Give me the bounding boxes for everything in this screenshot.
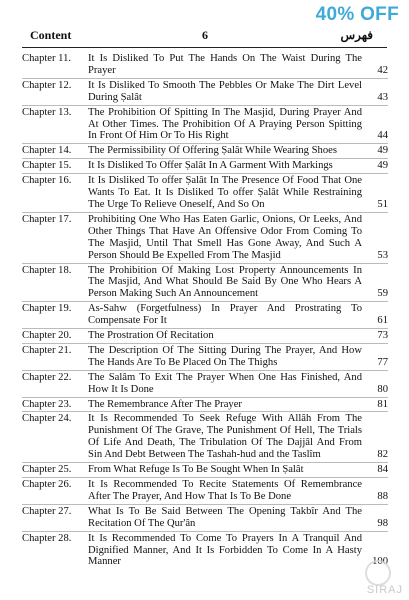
chapter-label: Chapter 20.	[22, 330, 72, 342]
chapter-label: Chapter 16.	[22, 175, 72, 187]
chapter-title: As-Sahw (Forgetfulness) In Prayer And Prostrating To Compensate For It	[88, 303, 362, 327]
toc-entry	[22, 328, 388, 343]
header-arabic-label: فهرس	[340, 28, 373, 42]
chapter-label: Chapter 24.	[22, 413, 72, 425]
chapter-label: Chapter 27.	[22, 505, 72, 517]
chapter-page: 61	[377, 315, 388, 327]
chapter-title: It Is Recommended To Come To Prayers In A Tranquil And Dignified Manner, And It Is Forbidden To Come In A Hasty Manner	[88, 532, 362, 568]
chapter-page: 42	[377, 64, 388, 76]
header-rule	[22, 47, 387, 48]
toc-entry	[22, 301, 388, 328]
chapter-title: It Is Recommended To Seek Refuge With Allâh From The Punishment Of The Grave, The Punishment Of Hell, The Trials Of Life And Death, The Tribulation Of The Dajjâl And From Sin And Debt Between The Tashah-hud and the Taslîm	[88, 413, 362, 461]
toc-entry	[22, 370, 388, 397]
chapter-label: Chapter 26.	[22, 479, 72, 490]
chapter-page: 77	[377, 356, 388, 368]
watermark-logo-icon	[365, 560, 391, 586]
chapter-page: 80	[377, 383, 388, 395]
chapter-page: 59	[377, 288, 388, 300]
chapter-title: It Is Disliked To offer Ṣalât In The Presence Of Food That One Wants To Eat. It Is Disliked To offer Ṣalât While Restraining The Urge To Relieve Oneself, And So On	[88, 175, 362, 210]
chapter-page: 81	[377, 398, 388, 410]
chapter-page: 98	[377, 517, 388, 529]
chapter-label: Chapter 25.	[22, 464, 72, 476]
chapter-title: Prohibiting One Who Has Eaten Garlic, Onions, Or Leeks, And Other Things That Have An Offensive Odor From Coming To The Masjid, Until That Smell Has Gone Away, And Such A Person Should Be Expelled From The Masjid	[88, 213, 362, 261]
chapter-label: Chapter 17.	[22, 213, 72, 225]
chapter-page: 49	[377, 145, 388, 157]
header-content-label: Content	[30, 28, 72, 42]
chapter-title: It Is Disliked To Offer Ṣalât In A Garment With Markings	[88, 160, 333, 172]
chapter-page: 100	[372, 556, 388, 568]
toc-entry	[22, 531, 388, 570]
chapter-title: The Permissibility Of Offering Ṣalât While Wearing Shoes	[88, 145, 337, 157]
page-header	[22, 28, 387, 44]
chapter-title: It Is Recommended To Recite Statements Of Remembrance After The Prayer, And How That Is To Be Done	[88, 479, 362, 502]
toc-entry	[22, 397, 388, 412]
chapter-page: 44	[377, 130, 388, 142]
page-number: 6	[202, 28, 208, 42]
chapter-label: Chapter 23.	[22, 398, 72, 410]
chapter-label: Chapter 15.	[22, 160, 72, 172]
chapter-page: 73	[377, 330, 388, 342]
chapter-label: Chapter 28.	[22, 532, 72, 544]
toc-entry	[22, 477, 388, 504]
toc-entry	[22, 143, 388, 158]
toc-entry	[22, 212, 388, 263]
chapter-page: 49	[377, 160, 388, 172]
chapter-page: 51	[377, 198, 388, 210]
toc-entry	[22, 52, 388, 78]
chapter-page: 53	[377, 249, 388, 261]
chapter-label: Chapter 11.	[22, 53, 72, 64]
toc-entry	[22, 462, 388, 477]
chapter-title: The Prostration Of Recitation	[88, 330, 214, 342]
chapter-page: 82	[377, 449, 388, 461]
toc-entry	[22, 158, 388, 173]
chapter-label: Chapter 14.	[22, 145, 72, 157]
chapter-page: 84	[377, 464, 388, 476]
toc-entry	[22, 173, 388, 212]
chapter-title: It Is Disliked To Put The Hands On The Waist During The Prayer	[88, 53, 362, 76]
toc-entry	[22, 343, 388, 370]
chapter-page: 88	[377, 490, 388, 502]
toc-entry	[22, 504, 388, 531]
toc-entry	[22, 78, 388, 105]
chapter-title: The Description Of The Sitting During The Prayer, And How The Hands Are To Be Placed On The Thighs	[88, 344, 362, 368]
toc-entry	[22, 263, 388, 302]
chapter-label: Chapter 18.	[22, 264, 72, 276]
toc-entry	[22, 411, 388, 462]
chapter-title: What Is To Be Said Between The Opening Takbîr And The Recitation Of The Qur'ân	[88, 505, 362, 529]
chapter-title: The Salâm To Exit The Prayer When One Has Finished, And How It Is Done	[88, 371, 362, 395]
chapter-title: From What Refuge Is To Be Sought When In Ṣalât	[88, 464, 304, 476]
table-of-contents	[22, 52, 388, 569]
chapter-label: Chapter 19.	[22, 303, 72, 315]
chapter-title: The Remembrance After The Prayer	[88, 398, 242, 410]
chapter-label: Chapter 12.	[22, 79, 72, 91]
chapter-label: Chapter 22.	[22, 371, 72, 383]
discount-badge: 40% OFF	[315, 4, 399, 25]
chapter-title: The Prohibition Of Spitting In The Masjid, During Prayer And At Other Times. The Prohibition Of A Praying Person Spitting In Front Of Him Or To His Right	[88, 106, 362, 142]
chapter-page: 43	[377, 91, 388, 103]
chapter-label: Chapter 21.	[22, 344, 72, 356]
toc-entry	[22, 105, 388, 144]
watermark-text: SIRAJ	[366, 584, 403, 596]
chapter-label: Chapter 13.	[22, 106, 72, 118]
chapter-title: The Prohibition Of Making Lost Property Announcements In The Masjid, And What Should Be Said By One Who Hears A Person Making Such An Announcement	[88, 264, 362, 300]
chapter-title: It Is Disliked To Smooth The Pebbles Or Make The Dirt Level During Ṣalât	[88, 79, 362, 103]
